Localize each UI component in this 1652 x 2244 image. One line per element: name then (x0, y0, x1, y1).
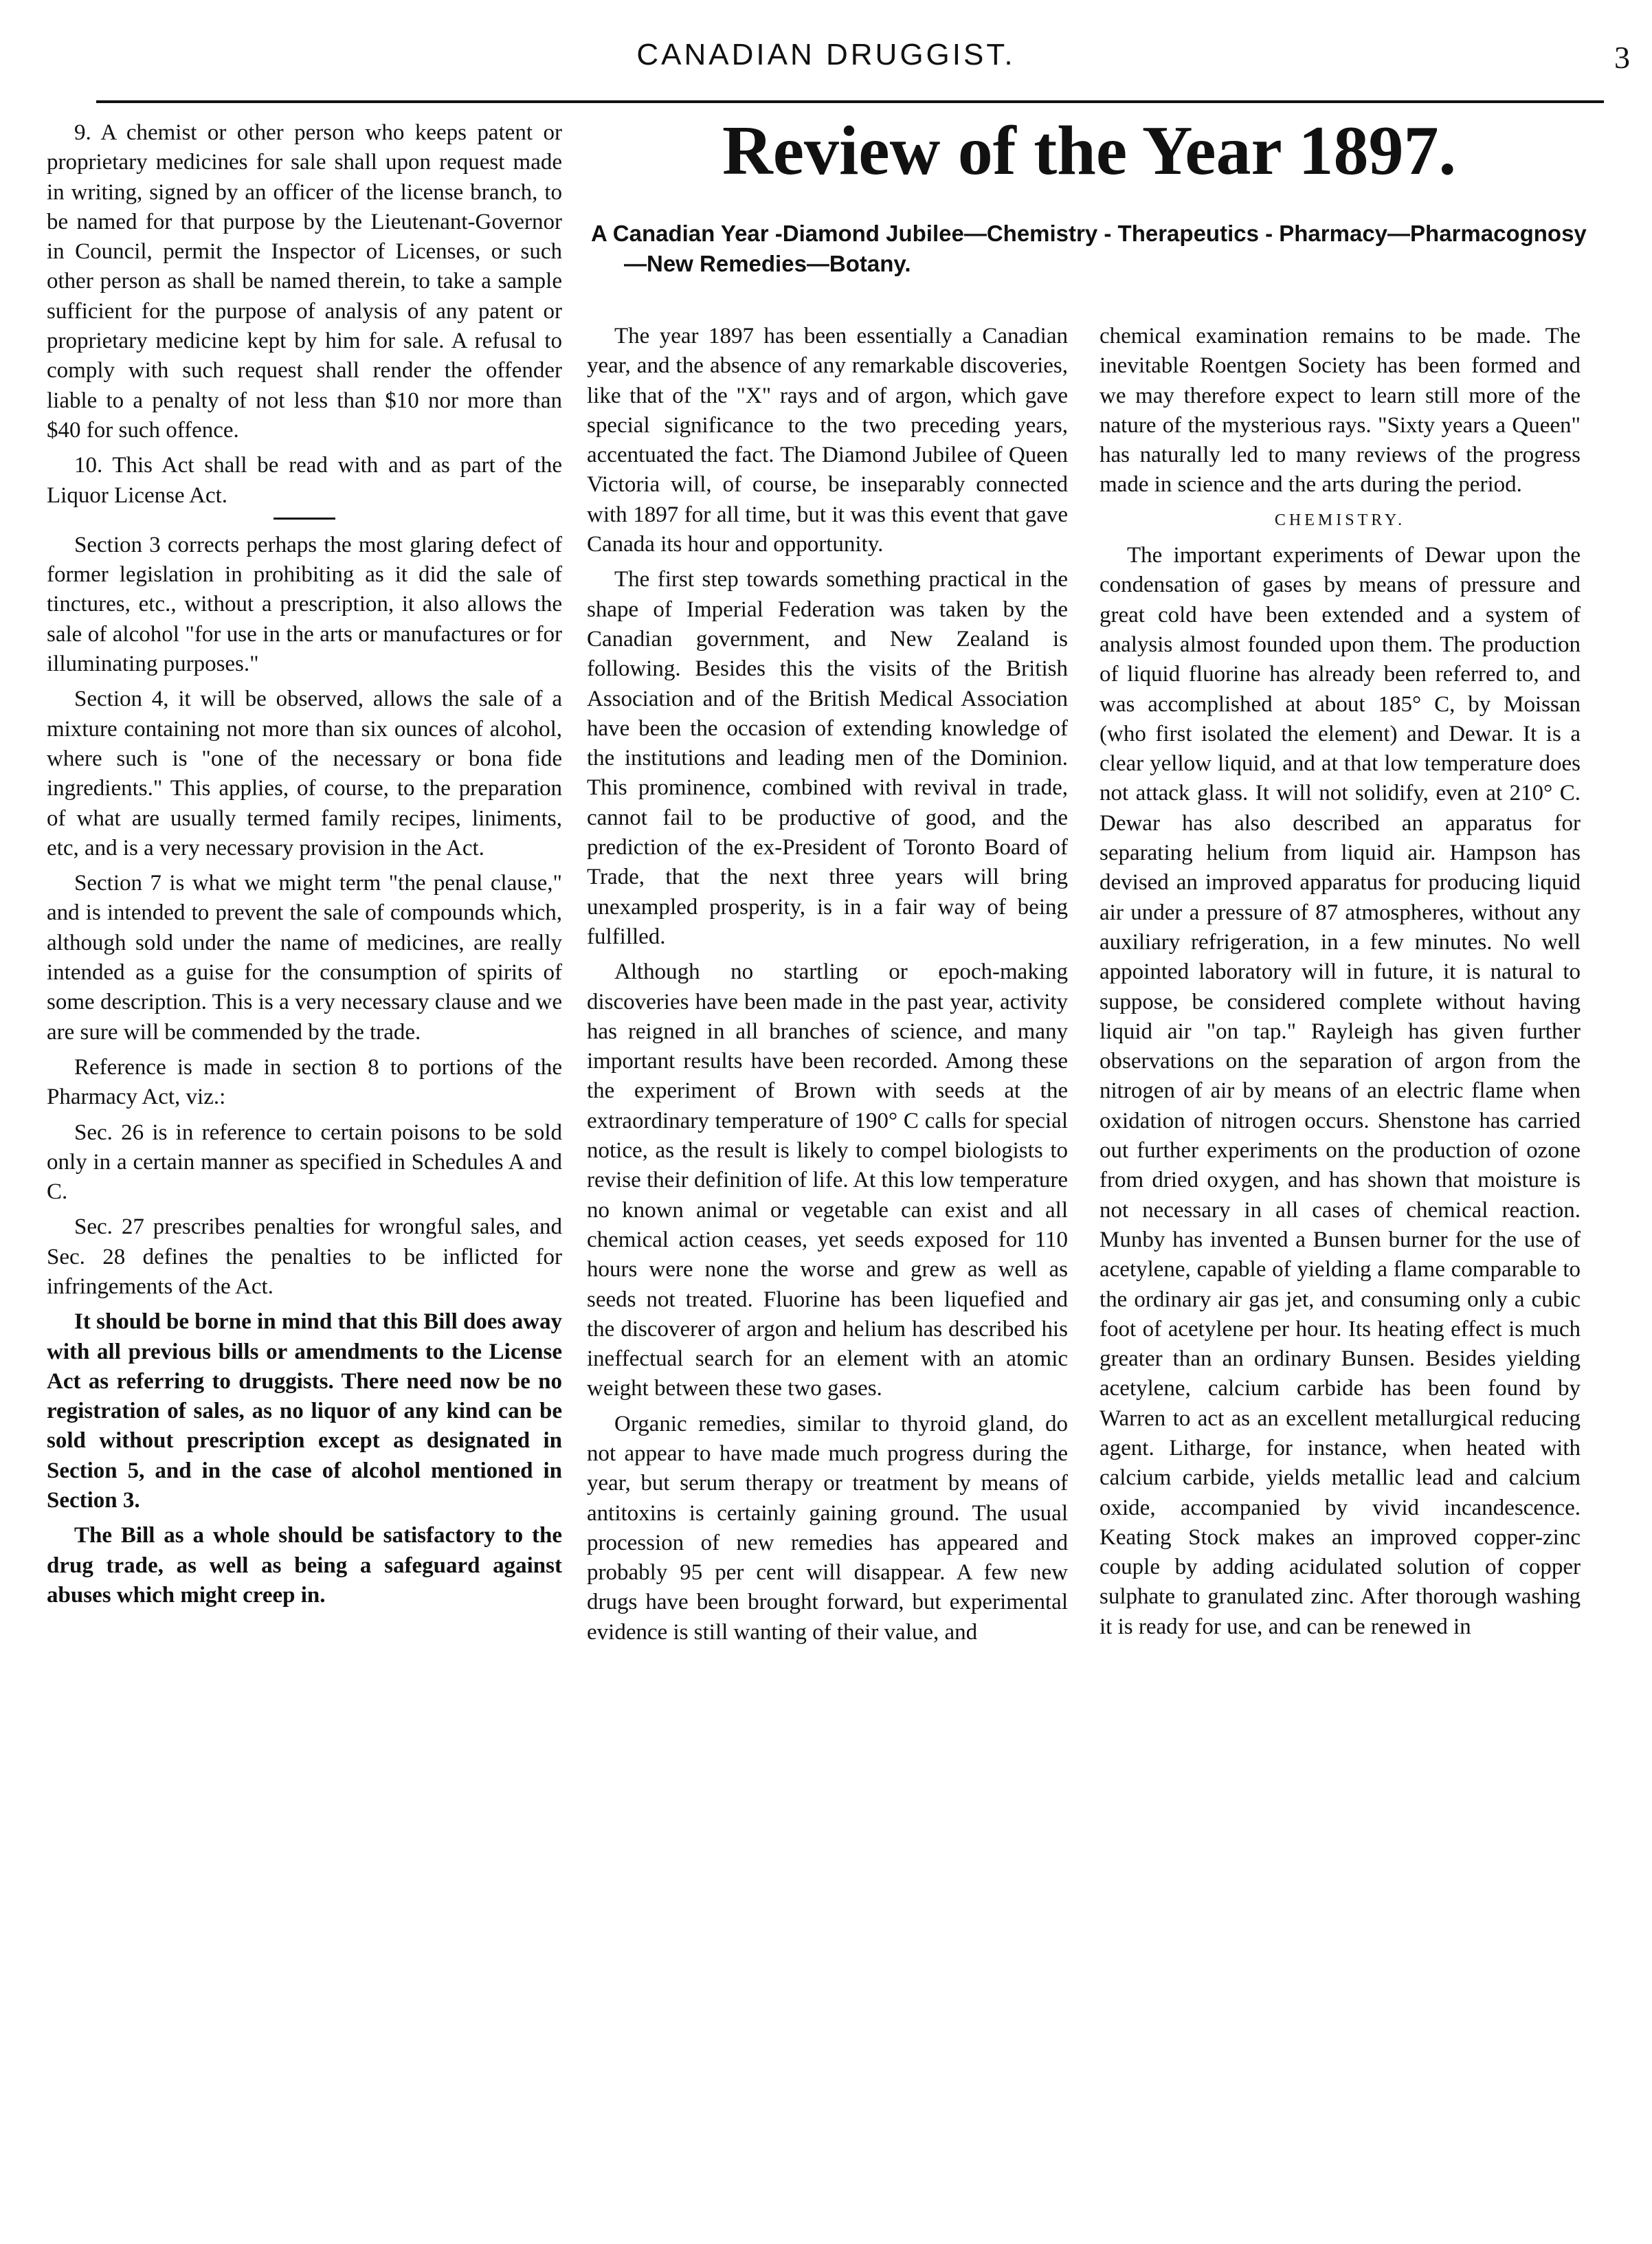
paragraph: 10. This Act shall be read with and as part of the Liquor License Act. (47, 453, 562, 508)
right-column (1100, 322, 1581, 1647)
paragraph: Reference is made in section 8 to portions of the Pharmacy Act, viz.: (47, 1054, 562, 1110)
article-title: Review of the Year 1897. (722, 112, 1456, 190)
magazine-title: CANADIAN DRUGGIST. (636, 38, 1016, 71)
header-rule (96, 100, 1604, 103)
middle-column (587, 322, 1068, 1653)
paragraph: chemical examination remains to be made. The inevitable Roentgen Society has been formed and we may therefore expect to learn still more of the nature of the mysterious rays. "Sixty years a Queen" has naturally led to many reviews of the progress made in science and the arts during the period. (1100, 324, 1581, 498)
article-subtitle: A Canadian Year -Diamond Jubilee—Chemistry - Therapeutics - Pharmacy—Pharmacognosy—New Remedies—Botany. (591, 221, 1587, 276)
paragraph: Sec. 27 prescribes penalties for wrongful sales, and Sec. 28 defines the penalties to be inflicted for infringements of the Act. (47, 1214, 562, 1299)
paragraph: Section 3 corrects perhaps the most glaring defect of former legislation in prohibiting as it did the sale of tinctures, etc., without a prescription, it also allows the sale of alcohol "for use in the arts or manufactures or for illuminating purposes." (47, 532, 562, 677)
paragraph: The year 1897 has been essentially a Canadian year, and the absence of any remarkable discoveries, like that of the "X" rays and of argon, which gave special significance to the two preceding years, accentuated the fact. The Diamond Jubilee of Queen Victoria will, of course, be inseparably connected with 1897 for all time, but it was this event that gave Canada its hour and opportunity. (587, 324, 1068, 557)
paragraph: Although no startling or epoch-making discoveries have been made in the past year, activity has reigned in all branches of science, and many important results have been recorded. Among these the experiment of Brown with seeds at the extraordinary temperature of 190° C calls for special notice, as the result is likely to compel biologists to revise their definition of life. At this low temperature no known animal or vegetable can exist and all chemical action ceases, yet seeds exposed for 110 hours were none the worse and grew as well as seeds not treated. Fluorine has been liquefied and the discoverer of argon and helium has described his ineffectual search for an element with an atomic weight between these two gases. (587, 959, 1068, 1401)
paragraph: 9. A chemist or other person who keeps patent or proprietary medicines for sale shall upon request made in writing, signed by an officer of the license branch, to be named for that purpose by the Lieutenant-Governor in Council, permit the Inspector of Licenses, or such other person as shall be named therein, to take a sample sufficient for the purpose of analysis of any patent or proprietary medicine kept by him for sale. A refusal to comply with such request shall render the offender liable to a penalty of not less than $10 nor more than $40 for such offence. (47, 120, 562, 443)
paragraph: The important experiments of Dewar upon the condensation of gases by means of pressure and great cold have been extended and a system of analysis almost founded upon them. The production of liquid fluorine has already been referred to, and was accomplished at about 185° C, by Moissan (who first isolated the element) and Dewar. It is a clear yellow liquid, and at that low temperature does not attack glass. It will not solidify, even at 210° C. Dewar has also described an apparatus for separating helium from liquid air. Hampson has devised an improved apparatus for producing liquid air under a pressure of 87 atmospheres, without any auxiliary refrigeration, in a few minutes. No well appointed laboratory will in future, it is natural to suppose, be considered complete without having liquid air "on tap." Rayleigh has given further observations on the separation of argon from the nitrogen of air by means of an electric flame when oxidation of nitrogen occurs. Shenstone has carried out further experiments on the production of ozone from dried oxygen, and has shown that moisture is not necessary in all cases of chemical reaction. Munby has invented a Bunsen burner for the use of acetylene, capable of yielding a flame comparable to the ordinary air gas jet, and consuming only a cubic foot of acetylene per hour. Its heating effect is much greater than an ordinary Bunsen. Besides yielding acetylene, calcium carbide has been found by Warren to act as an excellent metallurgical reducing agent. Litharge, for instance, when heated with calcium carbide, yields metallic lead and calcium oxide, accompanied by vivid incandescence. Keating Stock makes an improved copper-zinc couple by adding acidulated solution of copper sulphate to granulated zinc. After thorough washing it is ready for use, and can be renewed in (1100, 543, 1581, 1639)
paragraph: The Bill as a whole should be satisfactory to the drug trade, as well as being a safeguard against abuses which might creep in. (47, 1523, 562, 1608)
paragraph: Section 4, it will be observed, allows the sale of a mixture containing not more than six ounces of alcohol, where such is "one of the necessary or bona fide ingredients." This applies, of course, to the preparation of what are usually termed family recipes, liniments, etc, and is a very necessary provision in the Act. (47, 687, 562, 860)
page-number: 3 (1614, 40, 1630, 75)
section-heading-chemistry: CHEMISTRY. (1274, 511, 1406, 529)
paragraph: Section 7 is what we might term "the penal clause," and is intended to prevent the sale of compounds which, although sold under the name of medicines, are really intended as a guise for the consumption of spirits of some description. This is a very necessary clause and we are sure will be commended by the trade. (47, 871, 562, 1045)
left-column (47, 118, 562, 1616)
paragraph: Organic remedies, similar to thyroid gland, do not appear to have made much progress during the year, but serum therapy or treatment by means of antitoxins is certainly gaining ground. The usual procession of new remedies has appeared and probably 95 per cent will disappear. A few new drugs have been brought forward, but experimental evidence is still wanting of their value, and (587, 1411, 1068, 1645)
paragraph: The first step towards something practical in the shape of Imperial Federation was taken by the Canadian government, and New Zealand is following. Besides this the visits of the British Association and of the British Medical Association have been the occasion of extending knowledge of the institutions and leading men of the Dominion. This prominence, combined with revival in trade, cannot fail to be productive of good, and the prediction of the ex-President of Toronto Board of Trade, that the next three years will bring unexampled prosperity, is in a fair way of being fulfilled. (587, 567, 1068, 949)
paragraph: It should be borne in mind that this Bill does away with all previous bills or amendments to the License Act as referring to druggists. There need now be no registration of sales, as no liquor of any kind can be sold without prescription except as designated in Section 5, and in the case of alcohol mentioned in Section 3. (47, 1309, 562, 1513)
divider (274, 518, 335, 520)
paragraph: Sec. 26 is in reference to certain poisons to be sold only in a certain manner as specified in Schedules A and C. (47, 1120, 562, 1205)
